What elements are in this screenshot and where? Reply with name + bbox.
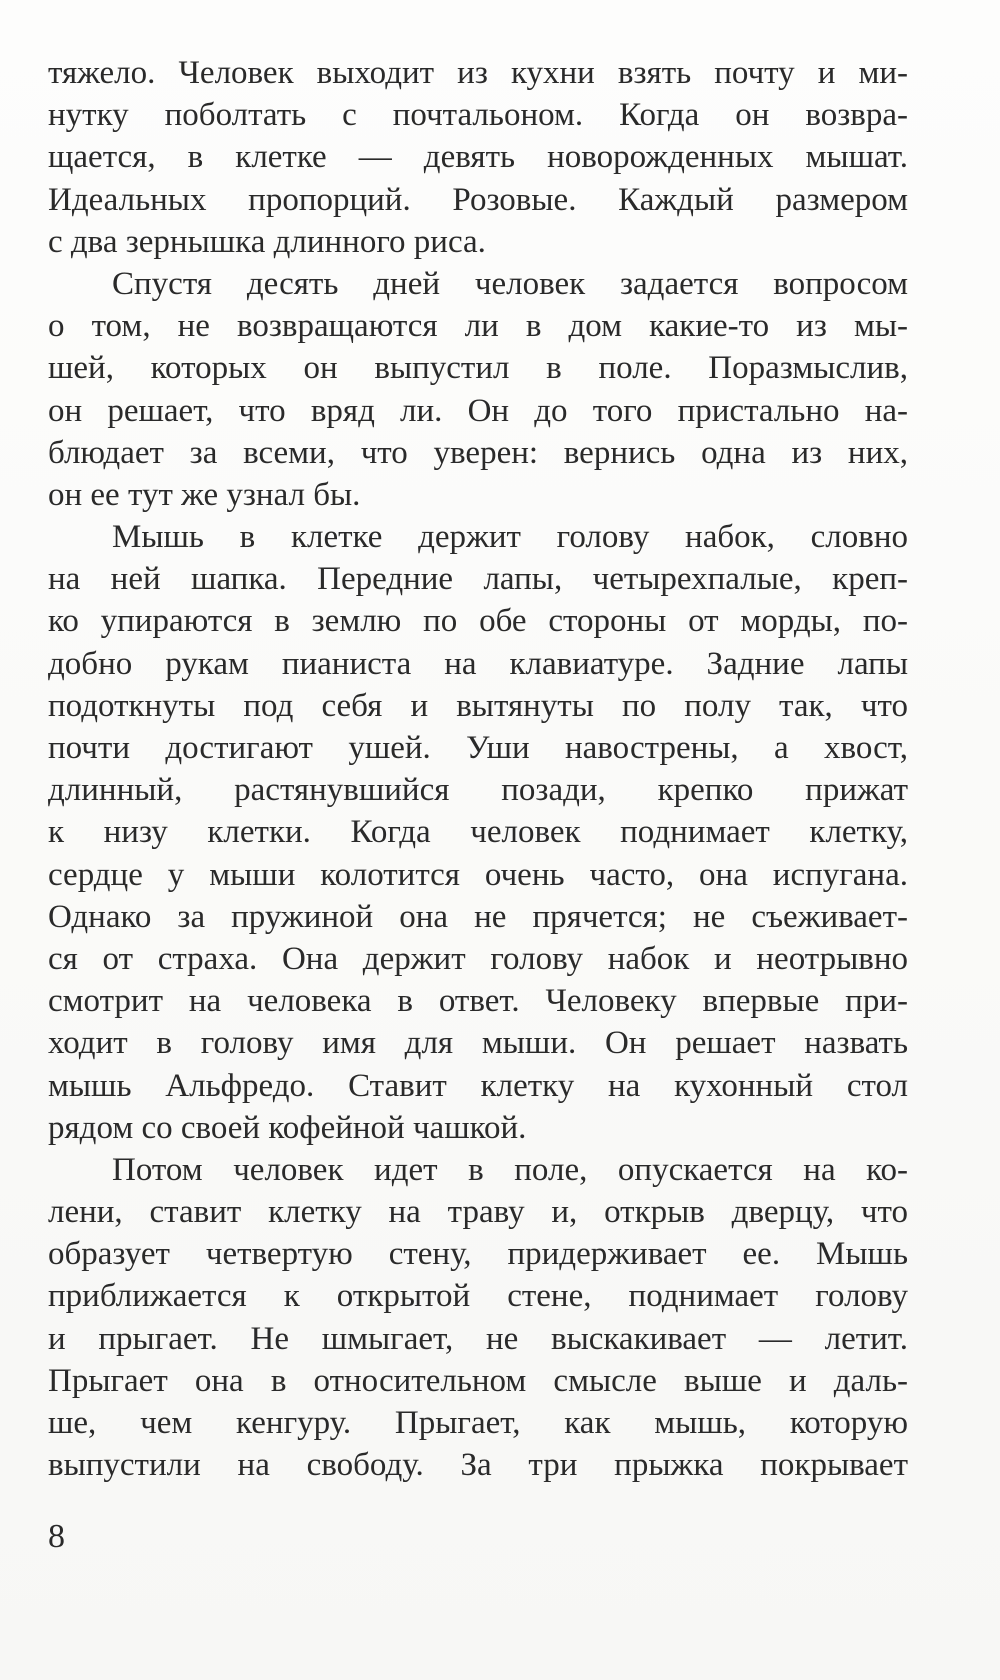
- body-text: [48, 52, 908, 1486]
- text-line: лени, ставит клетку на траву и, открыв дверцу, что: [48, 1194, 908, 1231]
- text-line: Прыгает она в относительном смысле выше и даль-: [48, 1362, 908, 1399]
- text-line: он ее тут же узнал бы.: [48, 476, 361, 513]
- text-line: тяжело. Человек выходит из кухни взять почту и ми-: [48, 55, 908, 91]
- text-line: нутку поболтать с почтальоном. Когда он возвра-: [48, 97, 908, 134]
- text-line: ходит в голову имя для мыши. Он решает назвать: [48, 1025, 908, 1062]
- text-line: добно рукам пианиста на клавиатуре. Задние лапы: [48, 645, 908, 682]
- text-line: и прыгает. Не шмыгает, не выскакивает — летит.: [48, 1320, 908, 1357]
- text-line: Потом человек идет в поле, опускается на ко-: [112, 1151, 908, 1188]
- text-line: с два зернышка длинного риса.: [48, 223, 486, 260]
- text-line: рядом со своей кофейной чашкой.: [48, 1109, 527, 1146]
- page-number: 8: [48, 1518, 65, 1555]
- text-line: выпустили на свободу. За три прыжка покрывает: [48, 1447, 908, 1484]
- text-line: Спустя десять дней человек задается вопросом: [112, 265, 908, 302]
- text-line: к низу клетки. Когда человек поднимает клетку,: [48, 814, 908, 851]
- text-line: ся от страха. Она держит голову набок и неотрывно: [48, 940, 908, 977]
- text-line: образует четвертую стену, придерживает ее. Мышь: [48, 1236, 908, 1273]
- text-line: шей, которых он выпустил в поле. Поразмыслив,: [48, 350, 908, 387]
- text-line: длинный, растянувшийся позади, крепко прижат: [48, 772, 908, 809]
- text-line: приближается к открытой стене, поднимает голову: [48, 1278, 908, 1315]
- text-line: почти достигают ушей. Уши навострены, а хвост,: [48, 730, 908, 766]
- text-line: о том, не возвращаются ли в дом какие-то из мы-: [48, 308, 908, 345]
- text-line: на ней шапка. Передние лапы, четырехпалые, креп-: [48, 561, 908, 598]
- text-line: Идеальных пропорций. Розовые. Каждый размером: [48, 181, 908, 218]
- text-line: он решает, что вряд ли. Он до того пристально на-: [48, 392, 908, 429]
- text-line: сердце у мыши колотится очень часто, она испугана.: [48, 856, 908, 893]
- text-line: ко упираются в землю по обе стороны от морды, по-: [48, 603, 908, 640]
- text-line: смотрит на человека в ответ. Человеку впервые при-: [48, 983, 908, 1020]
- text-line: щается, в клетке — девять новорожденных мышат.: [48, 139, 908, 176]
- text-line: мышь Альфредо. Ставит клетку на кухонный стол: [48, 1067, 908, 1104]
- text-line: Мышь в клетке держит голову набок, словно: [112, 519, 908, 556]
- text-line: подоткнуты под себя и вытянуты по полу так, что: [48, 687, 908, 724]
- text-line: блюдает за всеми, что уверен: вернись одна из них,: [48, 434, 908, 471]
- text-line: Однако за пружиной она не прячется; не съеживает-: [48, 898, 908, 935]
- text-line: ше, чем кенгуру. Прыгает, как мышь, которую: [48, 1405, 908, 1441]
